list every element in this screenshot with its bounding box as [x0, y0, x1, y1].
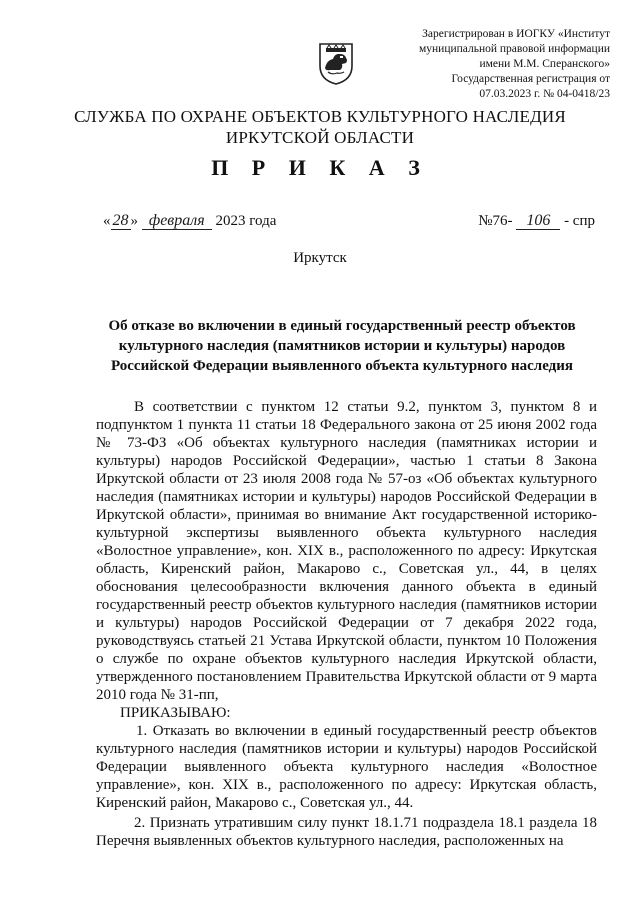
date-number-line: [103, 213, 595, 233]
order-item-2: 2. Признать утратившим силу пункт 18.1.71 подраздела 18.1 раздела 18 Перечня выявленных объектов культурного наследия, расположенных на: [96, 815, 597, 849]
document-type-title: П Р И К А З: [211, 155, 429, 180]
registration-stamp: [380, 27, 610, 102]
date-day: 28: [112, 212, 129, 229]
order-number: [478, 213, 595, 230]
date-year: 2023 года: [215, 213, 277, 229]
organization-name: [0, 106, 640, 148]
organization-line: ИРКУТСКОЙ ОБЛАСТИ: [225, 128, 415, 147]
date-close-quote: »: [130, 213, 138, 229]
order-number-suffix: - спр: [564, 213, 595, 229]
registration-line: Зарегистрирован в ИОГКУ «Институт: [422, 28, 610, 40]
order-number-value: 106: [516, 213, 560, 230]
organization-line: СЛУЖБА ПО ОХРАНЕ ОБЪЕКТОВ КУЛЬТУРНОГО НАСЛЕДИЯ: [74, 107, 566, 126]
order-word: ПРИКАЗЫВАЮ:: [120, 705, 231, 721]
order-subject: Об отказе во включении в единый государственный реестр объектов культурного наследия (памятников истории и культуры) народов Российской Федерации выявленного объекта культурного наследия: [108, 318, 576, 374]
preamble-paragraph: В соответствии с пунктом 12 статьи 9.2, пунктом 3, пунктом 8 и подпунктом 1 пункта 11 статьи 18 Федерального закона от 25 июня 2002 года № 73-ФЗ «Об объектах культурного наследия (памятниках истории и культуры) народов Российской Федерации», частью 1 статьи 8 Закона Иркутской области от 23 июля 2008 года № 57-оз «Об объектах культурного наследия (памятниках истории и культуры) народов Российской Федерации в Иркутской области», принимая во внимание Акт государственной историко-культурной экспертизы выявленного объекта культурного наследия «Волостное управление», кон. XIX в., расположенного по адресу: Иркутская область, Киренский район, Макарово с., Советская ул., 44, в целях обоснования целесообразности включения данного объекта в единый государственный реестр объектов культурного наследия (памятников истории и культуры) народов Российской Федерации от 7 декабря 2022 года, руководствуясь статьей 21 Устава Иркутской области, пунктом 10 Положения о службе по охране объектов культурного наследия Иркутской области, утвержденного постановлением Правительства Иркутской области от 9 марта 2010 года № 31-пп,: [96, 399, 597, 703]
registration-line: муниципальной правовой информации: [418, 43, 610, 55]
registration-line: 07.03.2023 г. № 04-0418/23: [479, 88, 610, 100]
order-number-prefix: №76-: [478, 213, 513, 229]
date-open-quote: «: [103, 213, 111, 229]
registration-line: имени М.М. Сперанского»: [479, 58, 610, 70]
registration-line: Государственная регистрация от: [451, 73, 610, 85]
order-date: [103, 213, 276, 230]
city-name: Иркутск: [293, 250, 347, 266]
order-body: [96, 398, 597, 850]
date-month: февраля: [142, 213, 212, 230]
order-item-1: 1. Отказать во включении в единый государственный реестр объектов культурного наследия (памятников истории и культуры) народов Российской Федерации выявленного объекта культурного наследия «Волостное управление», кон. XIX в., расположенного по адресу: Иркутская область, Киренский район, Макарово с., Советская ул., 44.: [96, 723, 597, 811]
coat-of-arms-icon: [318, 42, 354, 86]
